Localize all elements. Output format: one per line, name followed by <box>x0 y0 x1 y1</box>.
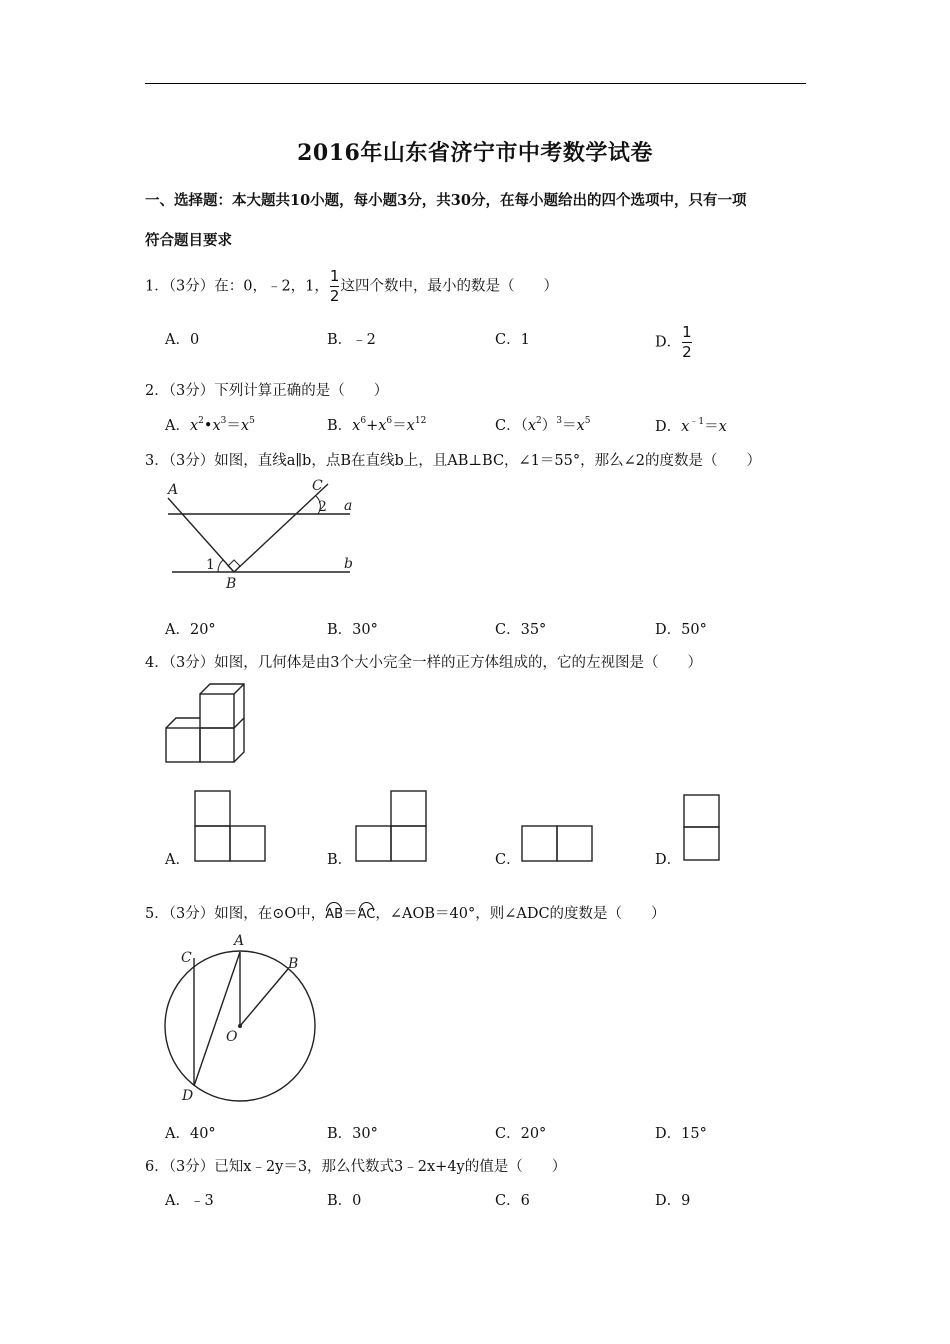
label-a-point: A <box>168 482 179 498</box>
option-c[interactable]: C．6 <box>495 1193 530 1209</box>
segment-ob <box>240 969 288 1026</box>
option-c[interactable]: C．1 <box>495 332 530 348</box>
option-b-view-icon <box>355 790 429 864</box>
question-4 <box>145 651 702 672</box>
option-c[interactable] <box>495 848 521 869</box>
fraction-numerator: 1 <box>682 323 692 341</box>
question-stem: 在：0，﹣2，1， <box>214 278 329 295</box>
label-d: D <box>182 1088 194 1104</box>
label-o: O <box>226 1029 238 1045</box>
arc-ac: AC <box>358 903 376 922</box>
label-line-b: b <box>344 556 353 572</box>
question-3 <box>145 449 761 470</box>
question-stem: 如图，在⊙O中， <box>214 906 326 922</box>
option-a[interactable]: A．20° <box>165 622 216 638</box>
option-d-fraction <box>682 324 692 361</box>
question-2 <box>145 379 388 400</box>
section-heading-line1: 一、选择题：本大题共10小题，每小题3分，共30分，在每小题给出的四个选项中，只有一项 <box>145 192 747 209</box>
option-c[interactable]: C．20° <box>495 1126 547 1142</box>
option-label: B． <box>327 852 353 868</box>
question-number: 3． <box>145 453 169 469</box>
option-label: A． <box>165 852 190 868</box>
fraction-denominator: 2 <box>682 343 692 361</box>
option-b[interactable]: B．0 <box>327 1193 362 1209</box>
label-c: C <box>181 950 192 966</box>
section-heading-line2: 符合题目要求 <box>145 232 232 249</box>
option-label: B． <box>327 418 353 434</box>
question-5 <box>145 902 666 923</box>
angle-1-arc <box>218 560 223 572</box>
fraction-numerator: 1 <box>329 267 340 285</box>
q5-circle-figure <box>160 930 320 1105</box>
formula: $x^2•x^3=x^5$ <box>189 416 255 434</box>
right-angle-mark <box>228 560 240 572</box>
question-1 <box>145 268 558 305</box>
option-c[interactable]: C．35° <box>495 622 547 638</box>
option-d[interactable]: D．15° <box>655 1126 707 1142</box>
page-title: 2016年山东省济宁市中考数学试卷 <box>297 140 653 166</box>
option-a-view-icon <box>194 790 268 864</box>
equals-sign: ＝ <box>343 906 358 922</box>
option-d[interactable] <box>655 324 693 361</box>
formula: $(x^2)^3=x^5$ <box>520 416 591 434</box>
formula: $x^6+x^6=x^{12}$ <box>352 416 427 434</box>
option-b[interactable] <box>327 414 426 435</box>
question-number: 5． <box>145 906 169 922</box>
label-c-point: C <box>312 478 323 494</box>
question-stem: 如图，几何体是由3个大小完全一样的正方体组成的，它的左视图是（ ） <box>214 655 702 671</box>
option-d[interactable]: D．9 <box>655 1193 691 1209</box>
option-a[interactable] <box>165 848 190 869</box>
q3-figure <box>160 476 370 596</box>
option-c-view-icon <box>521 825 595 865</box>
option-b[interactable]: B．30° <box>327 622 378 638</box>
option-a[interactable]: A．40° <box>165 1126 216 1142</box>
option-d-view-icon <box>683 794 723 864</box>
formula: $x^{﹣1}=x$ <box>681 417 727 435</box>
question-number: 4． <box>145 655 169 671</box>
question-number: 2． <box>145 383 169 399</box>
label-line-a: a <box>344 498 353 514</box>
option-label: C． <box>495 852 521 868</box>
label-angle-1: 1 <box>206 557 215 573</box>
question-6 <box>145 1155 566 1176</box>
segment-bc <box>234 484 328 572</box>
question-stem-end: ，∠AOB＝40°，则∠ADC的度数是（ ） <box>375 906 666 922</box>
option-b[interactable]: B．30° <box>327 1126 378 1142</box>
question-score: （3分） <box>168 906 215 922</box>
segment-ab <box>168 498 234 572</box>
label-angle-2: 2 <box>318 499 327 515</box>
segment-ad <box>194 952 240 1086</box>
label-b-point: B <box>226 576 237 592</box>
fraction-denominator: 2 <box>329 287 340 305</box>
question-score: （3分） <box>168 655 215 671</box>
option-d[interactable]: D．50° <box>655 622 707 638</box>
label-a: A <box>234 933 245 949</box>
question-score: （3分） <box>168 278 215 295</box>
question-stem: 已知x﹣2y＝3，那么代数式3﹣2x+4y的值是（ ） <box>214 1159 567 1175</box>
question-number: 1． <box>145 278 169 295</box>
question-stem: 下列计算正确的是（ ） <box>214 383 389 399</box>
option-d-label: D． <box>655 334 682 351</box>
question-score: （3分） <box>168 453 215 469</box>
label-b: B <box>288 956 299 972</box>
option-label: D． <box>655 852 682 868</box>
option-label: A． <box>165 418 190 434</box>
arc-ab: AB <box>325 903 343 922</box>
option-label: D． <box>655 419 682 435</box>
option-a[interactable] <box>165 414 255 435</box>
fraction <box>330 268 340 305</box>
question-stem: 如图，直线a∥b，点B在直线b上，且AB⊥BC，∠1＝55°，那么∠2的度数是（ ） <box>214 453 762 469</box>
q4-cube-figure <box>164 680 254 766</box>
center-point <box>238 1024 242 1028</box>
question-score: （3分） <box>168 383 215 399</box>
option-b[interactable] <box>327 848 352 869</box>
option-a[interactable]: A．﹣3 <box>165 1193 214 1209</box>
question-stem-end: 这四个数中，最小的数是（ ） <box>340 278 558 295</box>
option-d[interactable] <box>655 414 727 436</box>
option-label: C． <box>495 418 521 434</box>
question-number: 6． <box>145 1159 169 1175</box>
option-d[interactable] <box>655 848 681 869</box>
option-b[interactable]: B．﹣2 <box>327 332 376 348</box>
option-c[interactable] <box>495 414 590 435</box>
option-a[interactable]: A．0 <box>165 332 200 348</box>
top-rule <box>145 83 806 84</box>
question-score: （3分） <box>168 1159 215 1175</box>
